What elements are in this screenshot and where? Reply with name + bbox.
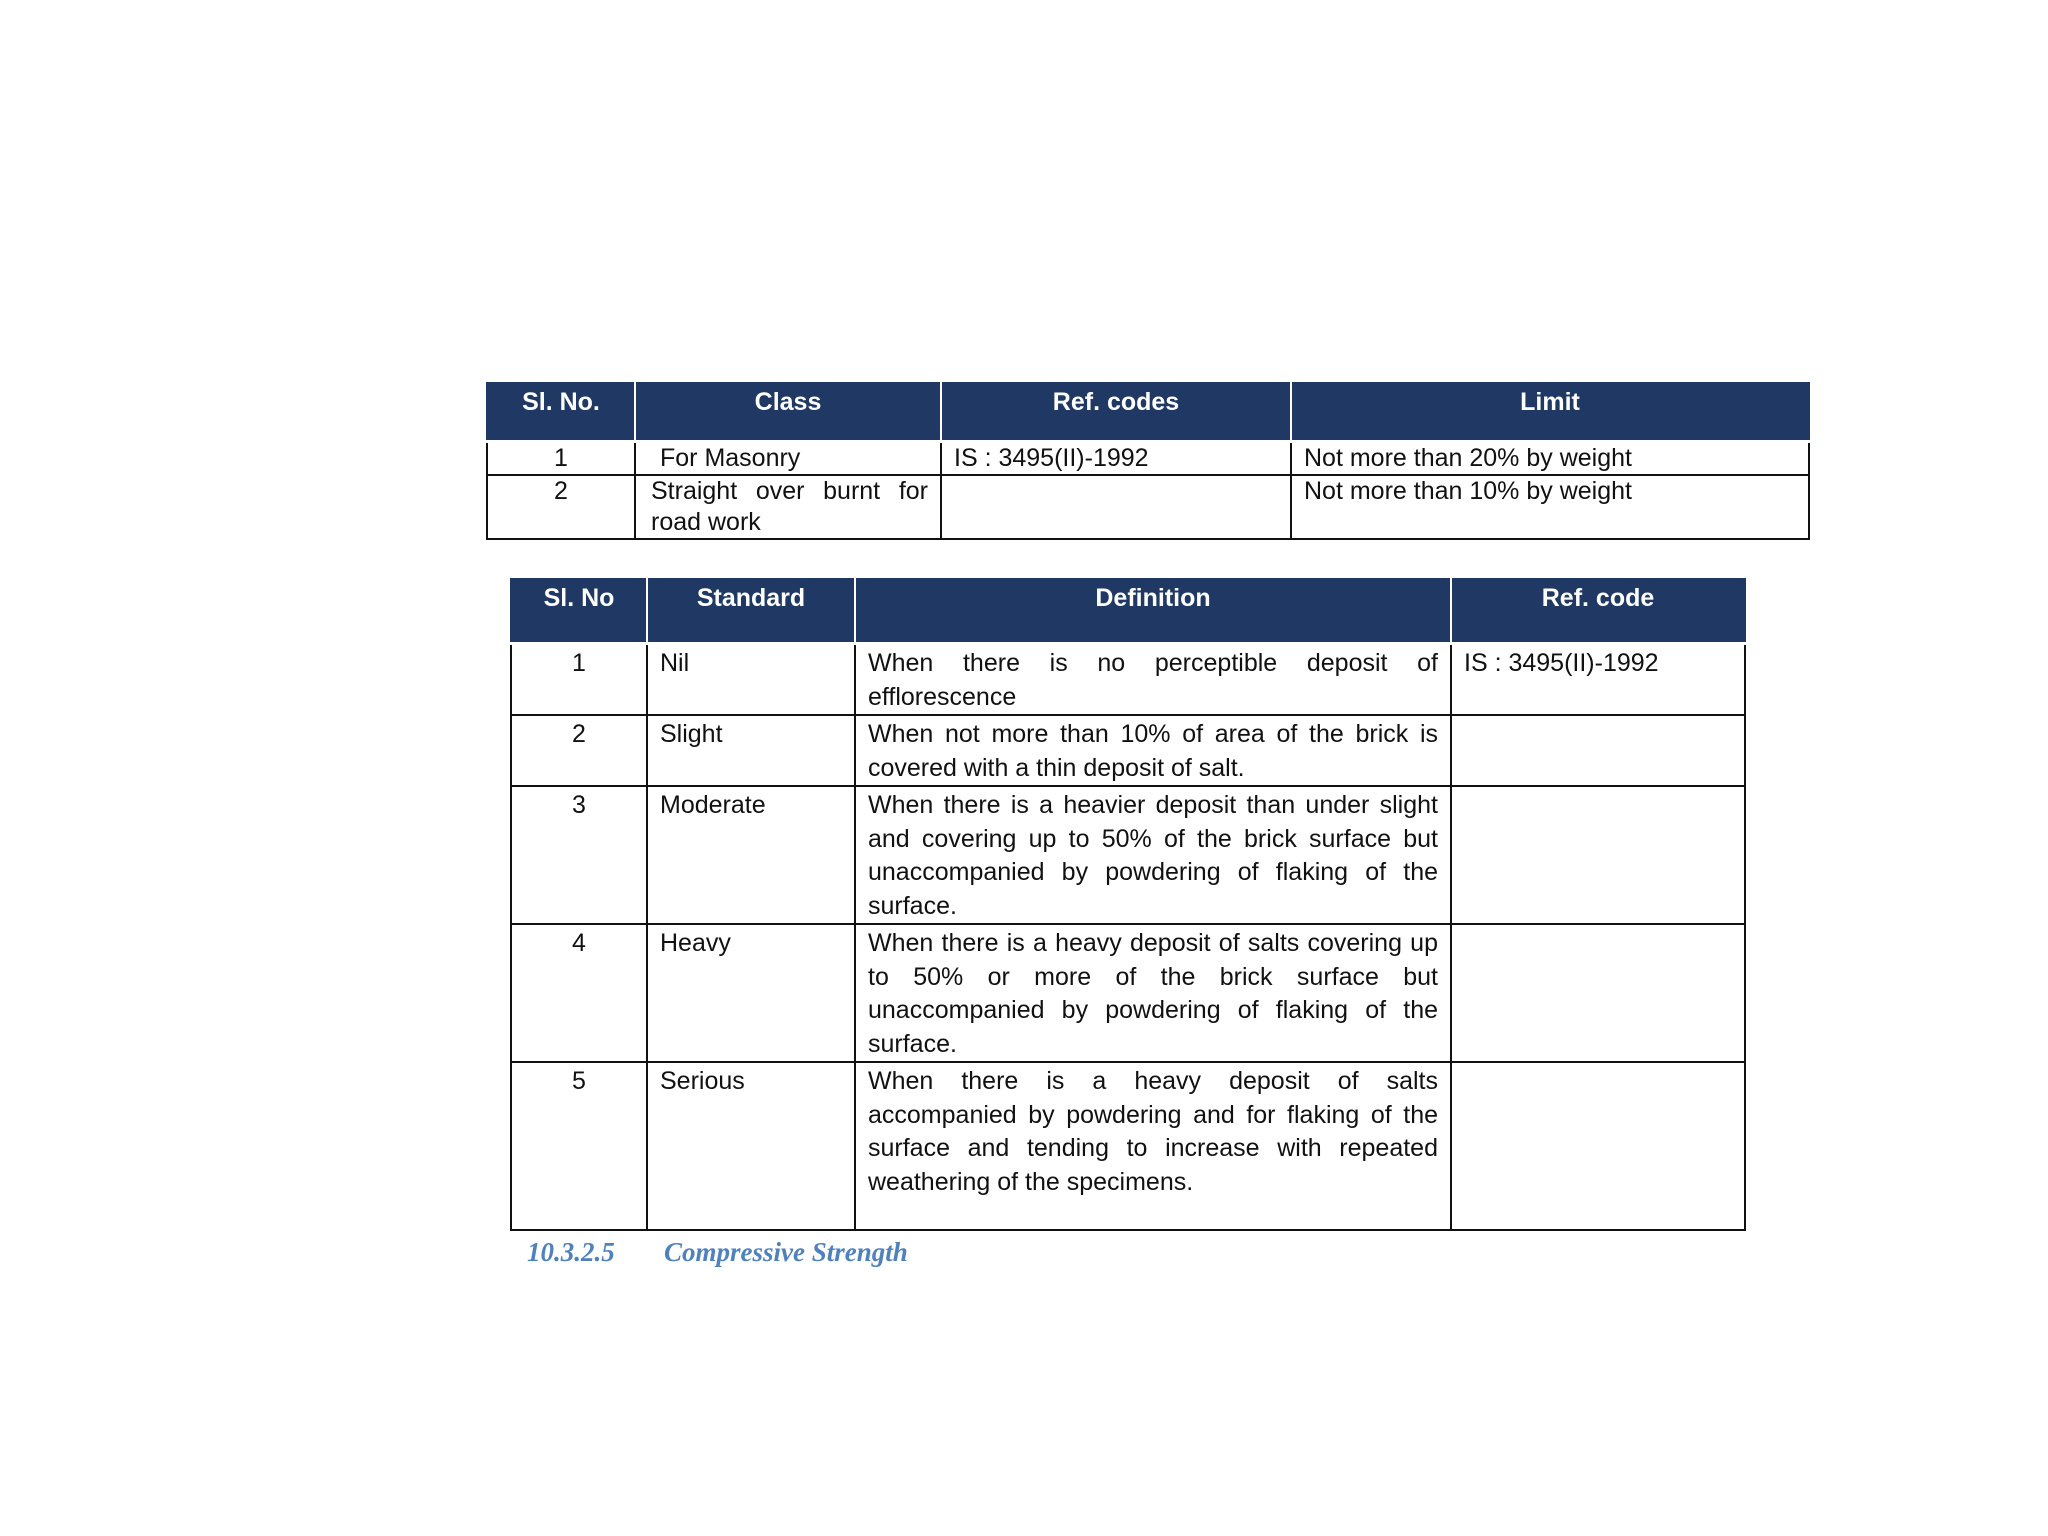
section-title: Compressive Strength (664, 1237, 908, 1267)
table-header-row (511, 578, 1745, 644)
cell-ref-code (1451, 786, 1745, 924)
table-row (511, 924, 1745, 1062)
cell-standard: Serious (647, 1062, 855, 1230)
cell-standard: Heavy (647, 924, 855, 1062)
cell-ref-code (1451, 924, 1745, 1062)
cell-definition: When there is a heavy deposit of salts covering up to 50% or more of the brick surface but unaccompanied by powdering of flaking of the surface. (855, 924, 1451, 1062)
cell-sl-no: 3 (511, 786, 647, 924)
cell-ref-code (941, 475, 1291, 539)
column-header-limit: Limit (1291, 382, 1809, 442)
cell-sl-no: 1 (511, 644, 647, 716)
cell-sl-no: 1 (487, 442, 635, 476)
cell-definition: When there is a heavy deposit of salts accompanied by powdering and for flaking of the surface and tending to increase with repeated weathering of the specimens. (855, 1062, 1451, 1230)
column-header-sl-no: Sl. No (511, 578, 647, 644)
cell-definition: When there is a heavier deposit than under slight and covering up to 50% of the brick surface but unaccompanied by powdering of flaking of the surface. (855, 786, 1451, 924)
cell-definition: When not more than 10% of area of the brick is covered with a thin deposit of salt. (855, 715, 1451, 786)
cell-class: Straight over burnt for road work (635, 475, 941, 539)
cell-standard: Slight (647, 715, 855, 786)
table-header-row (487, 382, 1809, 442)
section-heading (527, 1237, 908, 1268)
cell-limit: Not more than 20% by weight (1291, 442, 1809, 476)
table-row (487, 442, 1809, 476)
column-header-class: Class (635, 382, 941, 442)
cell-sl-no: 4 (511, 924, 647, 1062)
column-header-ref-codes: Ref. codes (941, 382, 1291, 442)
cell-ref-code: IS : 3495(II)-1992 (941, 442, 1291, 476)
section-number: 10.3.2.5 (527, 1237, 615, 1267)
table-row (511, 786, 1745, 924)
cell-standard: Moderate (647, 786, 855, 924)
cell-sl-no: 5 (511, 1062, 647, 1230)
cell-ref-code (1451, 715, 1745, 786)
table-row (511, 715, 1745, 786)
column-header-ref-code: Ref. code (1451, 578, 1745, 644)
cell-ref-code (1451, 1062, 1745, 1230)
table-row (511, 1062, 1745, 1230)
table-row (487, 475, 1809, 539)
cell-limit: Not more than 10% by weight (1291, 475, 1809, 539)
column-header-sl-no: Sl. No. (487, 382, 635, 442)
table-row (511, 644, 1745, 716)
cell-sl-no: 2 (487, 475, 635, 539)
cell-standard: Nil (647, 644, 855, 716)
cell-class: For Masonry (635, 442, 941, 476)
efflorescence-table (510, 578, 1746, 1231)
column-header-definition: Definition (855, 578, 1451, 644)
column-header-standard: Standard (647, 578, 855, 644)
brick-class-table (486, 382, 1810, 540)
cell-definition: When there is no perceptible deposit of efflorescence (855, 644, 1451, 716)
cell-sl-no: 2 (511, 715, 647, 786)
cell-ref-code: IS : 3495(II)-1992 (1451, 644, 1745, 716)
